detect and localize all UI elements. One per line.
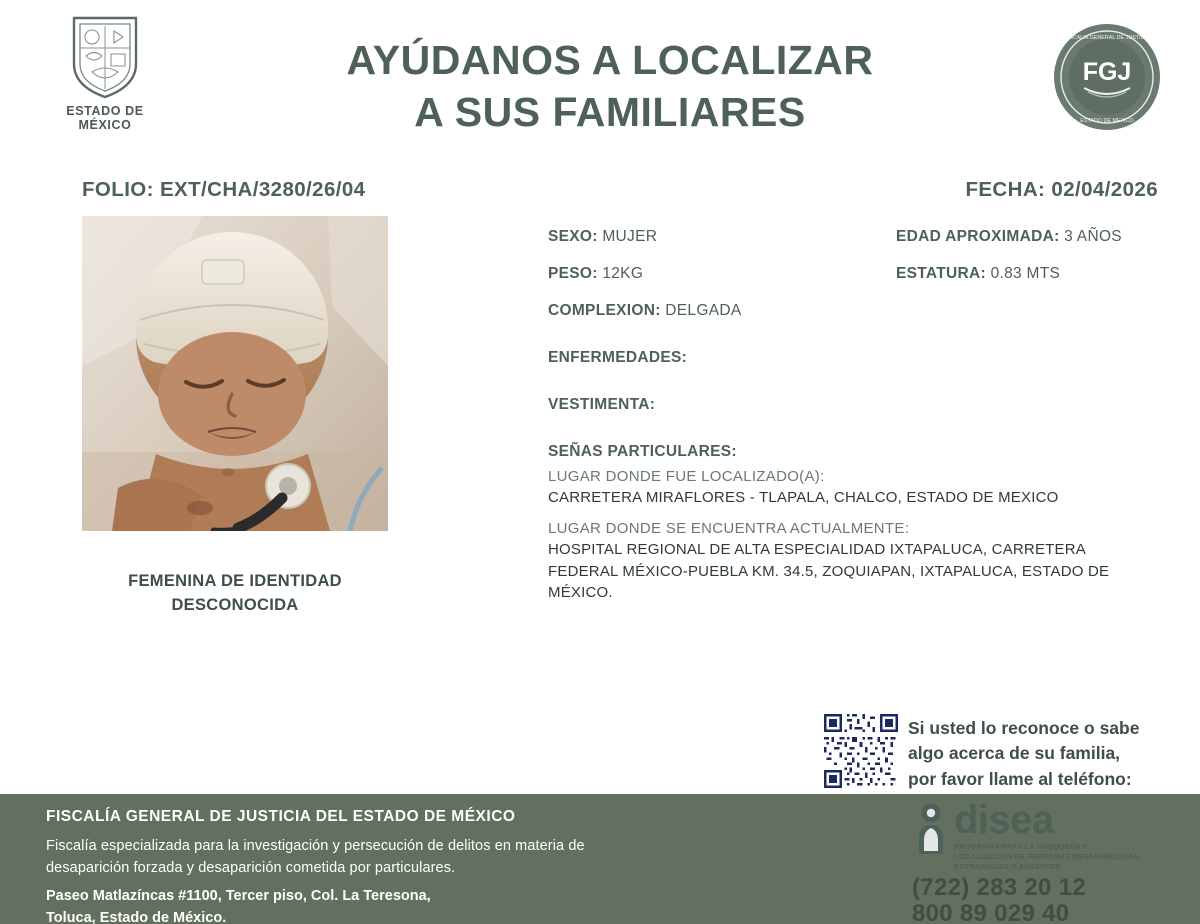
page-title [240,34,980,139]
field-enfermedades [548,349,888,367]
current-location-value: HOSPITAL REGIONAL DE ALTA ESPECIALIDAD IXTAPALUCA, CARRETERA FEDERAL MÉXICO-PUEBLA KM. 34.5, ZOQUIAPAN, IXTAPALUCA, ESTADO DE MÉXICO. [548,541,1110,601]
current-location-label: LUGAR DONDE SE ENCUENTRA ACTUALMENTE: [548,520,910,538]
disea-person-icon [912,802,950,854]
contact-line1: Si usted lo reconoce o sabe [908,718,1140,738]
missing-person-photo [82,216,388,531]
phone-number-primary[interactable]: (722) 283 20 12 [912,874,1086,901]
folio-value: EXT/CHA/3280/26/04 [159,178,366,201]
field-complexion-label: COMPLEXION: [548,302,661,319]
field-peso-value: 12KG [602,265,644,282]
field-peso-label: PESO: [548,265,598,282]
field-sexo [548,228,888,246]
fgj-seal-icon [1052,22,1162,132]
contact-line2: algo acerca de su familia, [908,743,1121,764]
field-vestimenta [548,396,888,414]
locations-block [548,468,1148,615]
fecha-value: 02/04/2026 [1051,178,1158,201]
svg-text:FGJ: FGJ [1082,58,1132,86]
photo-caption [82,570,388,618]
fecha [965,178,1158,202]
page-title-line1: AYÚDANOS A LOCALIZAR [346,37,874,83]
field-estatura-label: ESTATURA: [896,265,986,282]
fecha-label: FECHA: [965,178,1046,201]
folio [82,178,365,202]
field-enfermedades-label: ENFERMEDADES: [548,349,688,366]
phone-number-secondary[interactable]: 800 89 029 40 [912,900,1070,924]
found-location-label: LUGAR DONDE FUE LOCALIZADO(A): [548,468,825,485]
state-crest [40,14,170,132]
field-sexo-value: MUJER [602,228,658,245]
photo-caption-line2: DESCONOCIDA [171,595,299,614]
folio-label: FOLIO: [82,178,154,201]
contact-line3: por favor llame al teléfono: [908,768,1132,789]
field-edad [896,228,1186,246]
qr-code-icon[interactable] [824,714,898,788]
footer-title: FISCALÍA GENERAL DE JUSTICIA DEL ESTADO DE MÉXICO [46,808,516,825]
fgj-ring-bottom-text: ESTADO DE MEXICO [1080,118,1134,124]
fgj-ring-top-text: FISCALIA GENERAL DE JUSTICIA [1064,35,1150,41]
field-estatura [896,265,1186,283]
field-complexion [548,302,888,320]
contact-instructions [908,716,1188,792]
disea-logo [912,800,1158,872]
state-coat-of-arms-icon [68,14,142,100]
footer-address [46,886,666,924]
photo-caption-line1: FEMENINA DE IDENTIDAD [128,572,342,590]
field-edad-value: 3 AÑOS [1064,228,1122,245]
footer-description: Fiscalía especializada para la investigación y persecución de delitos en materia de desaparición forzada y desaparición cometida por particulares. [46,838,585,876]
crest-label: ESTADO DE MÉXICO [66,104,144,132]
field-edad-label: EDAD APROXIMADA: [896,228,1060,245]
found-location-value: CARRETERA MIRAFLORES - TLAPALA, CHALCO, ESTADO DE MEXICO [548,489,1059,506]
field-estatura-value: 0.83 MTS [990,265,1061,282]
field-senas-particulares-label: SEÑAS PARTICULARES: [548,443,737,460]
disea-wordmark: disea [954,798,1054,842]
footer-address-line1: Paseo Matlazíncas #1100, Tercer piso, Col. La Teresona, [46,888,431,904]
field-complexion-value: DELGADA [665,302,742,319]
footer-address-line2: Toluca, Estado de México. [46,909,227,924]
field-vestimenta-label: VESTIMENTA: [548,396,656,413]
field-senas-particulares [548,443,888,461]
details-column-right [896,228,1186,302]
poster-header [0,0,1200,160]
details-column-left [548,228,888,480]
disea-subtitle: PROGRAMA PARA LA BÚSQUEDA Y LOCALIZACIÓN DE PERSONAS DESAPARECIDAS, EXTRAVIADAS O AUSENTES [954,842,1142,871]
field-peso [548,265,888,283]
page-title-line2: A SUS FAMILIARES [414,89,806,136]
photo-illustration [82,216,388,531]
field-sexo-label: SEXO: [548,228,598,245]
